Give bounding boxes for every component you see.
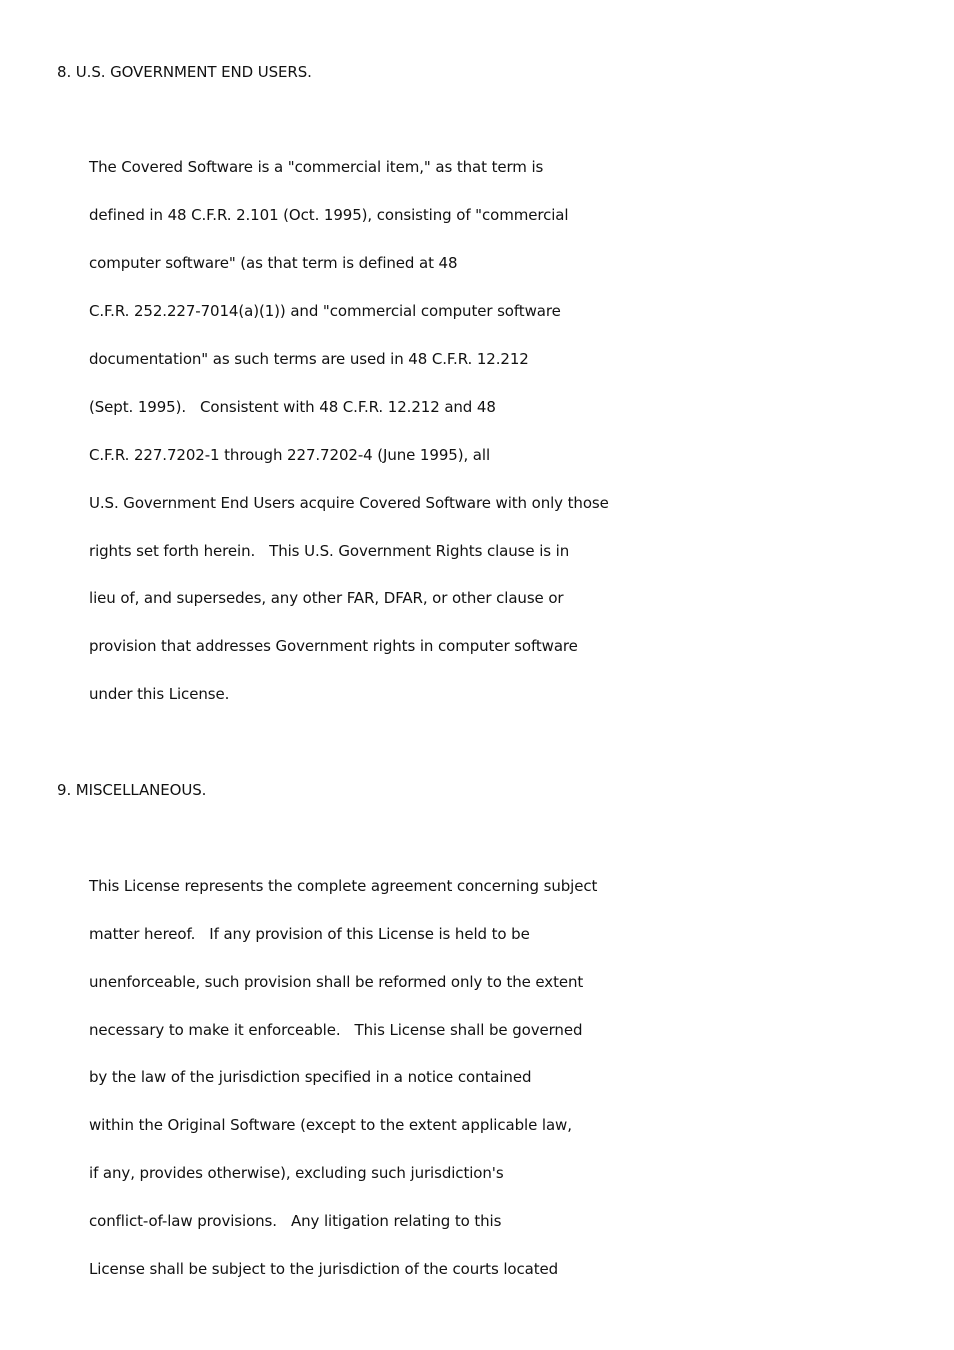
paragraph-line: necessary to make it enforceable. This License shall be governed — [89, 1021, 583, 1039]
section-heading: 8. U.S. GOVERNMENT END USERS. — [57, 63, 312, 81]
paragraph-line: computer software" (as that term is defined at 48 — [89, 254, 458, 272]
paragraph-line: C.F.R. 227.7202-1 through 227.7202-4 (June 1995), all — [89, 446, 491, 464]
paragraph-line: lieu of, and supersedes, any other FAR, DFAR, or other clause or — [89, 589, 564, 607]
paragraph-line: defined in 48 C.F.R. 2.101 (Oct. 1995), consisting of "commercial — [89, 206, 569, 224]
section-heading: 9. MISCELLANEOUS. — [57, 781, 207, 799]
paragraph-line: C.F.R. 252.227-7014(a)(1)) and "commercial computer software — [89, 302, 561, 320]
paragraph-line: (Sept. 1995). Consistent with 48 C.F.R. 12.212 and 48 — [89, 398, 496, 416]
paragraph-line: if any, provides otherwise), excluding such jurisdiction's — [89, 1164, 504, 1182]
paragraph-line: This License represents the complete agreement concerning subject — [89, 877, 598, 895]
paragraph-line: License shall be subject to the jurisdiction of the courts located — [89, 1260, 559, 1278]
paragraph-line: The Covered Software is a "commercial item," as that term is — [89, 158, 544, 176]
paragraph-line: conflict-of-law provisions. Any litigation relating to this — [89, 1212, 502, 1230]
paragraph-line: under this License. — [89, 685, 230, 703]
paragraph-line: matter hereof. If any provision of this License is held to be — [89, 925, 530, 943]
paragraph-line: within the Original Software (except to the extent applicable law, — [89, 1116, 572, 1134]
paragraph-line: unenforceable, such provision shall be reformed only to the extent — [89, 973, 584, 991]
paragraph-line: U.S. Government End Users acquire Covered Software with only those — [89, 494, 609, 512]
paragraph-line: by the law of the jurisdiction specified in a notice contained — [89, 1068, 532, 1086]
paragraph-line: provision that addresses Government rights in computer software — [89, 637, 578, 655]
paragraph-line: rights set forth herein. This U.S. Government Rights clause is in — [89, 542, 570, 560]
paragraph-line: documentation" as such terms are used in 48 C.F.R. 12.212 — [89, 350, 529, 368]
